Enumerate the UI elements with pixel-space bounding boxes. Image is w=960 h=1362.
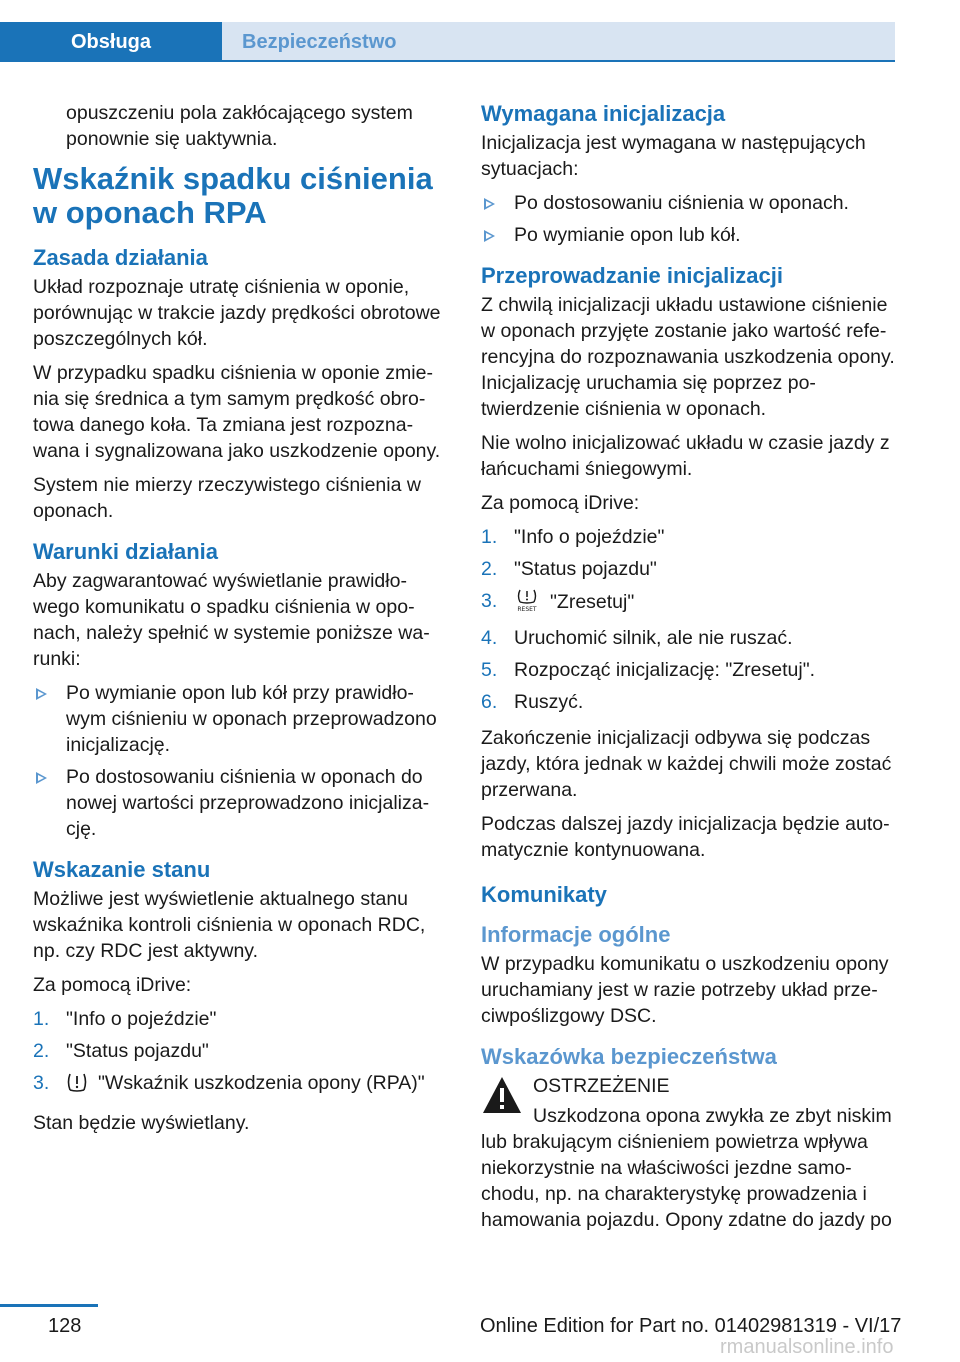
paragraph: Możliwe jest wyświetlenie aktualnego stanu wskaźnika kontroli ciśnienia w oponach RDC, np. czy RDC jest aktywny. [33, 888, 426, 962]
section-title: Wskaźnik spadku ciśnienia w oponach RPA [33, 161, 433, 230]
tab-bezpieczenstwo[interactable]: Bezpieczeństwo [222, 22, 895, 62]
list-item: Po wymianie opon lub kół. [481, 222, 895, 248]
list-item: 2. "Status pojazdu" [481, 558, 657, 580]
warning-text: Uszkodzona opona zwykła ze zbyt niskim lub brakującym ciśnieniem powietrza wpływa niekorzystnie na właściwości jezdne samochodu, np. na charakterystykę prowadzenia i hamowania pojazdu. Opony zdatne do jazdy po [481, 1105, 892, 1231]
edition-note: Online Edition for Part no. 01402981319 - VI/17 [480, 1315, 902, 1337]
required-init-list [481, 190, 895, 248]
triangle-bullet-icon [484, 230, 495, 242]
page-number: 128 [48, 1315, 82, 1337]
paragraph: Zakończenie inicjalizacji odbywa się podczas jazdy, która jednak w każdej chwili może zostać przerwana. [481, 727, 892, 801]
paragraph: Aby zagwarantować wyświetlanie prawidłowego komunikatu o spadku ciśnienia w oponach, należy spełnić w systemie poniższe warunki: [33, 570, 430, 670]
warning-title: OSTRZEŻENIE [533, 1075, 670, 1097]
paragraph: System nie mierzy rzeczywistego ciśnienia w oponach. [33, 474, 421, 522]
conditions-list [33, 680, 447, 842]
list-item: 4. Uruchomić silnik, ale nie ruszać. [481, 627, 793, 649]
heading-warunki-dzialania: Warunki działania [33, 539, 219, 564]
svg-text:RESET: RESET [517, 606, 537, 612]
right-column [481, 100, 895, 1233]
heading-komunikaty: Komunikaty [481, 882, 607, 907]
warning-triangle-icon [481, 1075, 523, 1115]
list-item: 3. RESET "Zresetuj" [481, 588, 895, 619]
list-item: 1. "Info o pojeździe" [481, 526, 665, 548]
list-item: 5. Rozpocząć inicjalizację: "Zresetuj". [481, 659, 816, 681]
tire-warning-icon [66, 1071, 88, 1100]
paragraph: W przypadku spadku ciśnienia w oponie zmienia się średnica a tym samym prędkość obrotowa danego koła. Ta zmiana jest rozpoznawana i sygnalizowana jako uszkodzenie opony. [33, 362, 441, 462]
paragraph: Za pomocą iDrive: [481, 492, 640, 514]
heading-wymagana-inicjalizacja: Wymagana inicjalizacja [481, 101, 726, 126]
tire-reset-icon [514, 588, 540, 619]
paragraph: Za pomocą iDrive: [33, 974, 192, 996]
list-item: 2. "Status pojazdu" [33, 1040, 209, 1062]
status-steps-list [33, 1006, 447, 1100]
triangle-bullet-icon [36, 688, 47, 700]
watermark: rmanualsonline.info [720, 1336, 894, 1358]
warning-block [481, 1073, 895, 1233]
init-steps-list [481, 524, 895, 715]
header-tabs [0, 22, 895, 62]
heading-wskazanie-stanu: Wskazanie stanu [33, 857, 211, 882]
list-item: 3. "Wskaźnik uszkodzenia opony (RPA)" [33, 1070, 447, 1100]
list-item: Po dostosowaniu ciśnienia w oponach. [481, 190, 895, 216]
list-item: 1. "Info o pojeździe" [33, 1008, 217, 1030]
footer-rule [0, 1304, 98, 1307]
paragraph: W przypadku komunikatu o uszkodzeniu opony uruchamiany jest w razie potrzeby układ przeciwpoślizgowy DSC. [481, 953, 889, 1027]
paragraph: Podczas dalszej jazdy inicjalizacja będzie automatycznie kontynuowana. [481, 813, 890, 861]
paragraph: Stan będzie wyświetlany. [33, 1112, 250, 1134]
intro-paragraph: opuszczeniu pola zakłócającego system ponownie się uaktywnia. [66, 102, 413, 150]
list-item: 6. Ruszyć. [481, 691, 584, 713]
heading-zasada-dzialania: Zasada działania [33, 245, 208, 270]
paragraph: Nie wolno inicjalizować układu w czasie jazdy z łańcuchami śniegowymi. [481, 432, 890, 480]
left-column [33, 100, 447, 1144]
list-item: Po dostosowaniu ciśnienia w oponach do nowej wartości przeprowadzono inicjalizację. [33, 764, 447, 842]
heading-wskazowka-bezpieczenstwa: Wskazówka bezpieczeństwa [481, 1044, 777, 1069]
triangle-bullet-icon [36, 772, 47, 784]
tab-obsluga[interactable]: Obsługa [0, 22, 222, 62]
heading-przeprowadzanie-inicjalizacji: Przeprowadzanie inicjalizacji [481, 263, 783, 288]
paragraph: Układ rozpoznaje utratę ciśnienia w oponie, porównując w trakcie jazdy prędkości obrotowe poszczególnych kół. [33, 276, 441, 350]
tab-underline [0, 60, 895, 62]
heading-informacje-ogolne: Informacje ogólne [481, 922, 671, 947]
paragraph: Z chwilą inicjalizacji układu ustawione ciśnienie w oponach przyjęte zostanie jako wartość referencyjna do rozpoznawania uszkodzenia opony. Inicjalizację uruchamia się poprzez potwierdzenie ciśnienia w oponach. [481, 294, 895, 420]
triangle-bullet-icon [484, 198, 495, 210]
paragraph: Inicjalizacja jest wymagana w następujących sytuacjach: [481, 132, 866, 180]
list-item: Po wymianie opon lub kół przy prawidłowym ciśnieniu w oponach przeprowadzono inicjalizację. [33, 680, 447, 758]
